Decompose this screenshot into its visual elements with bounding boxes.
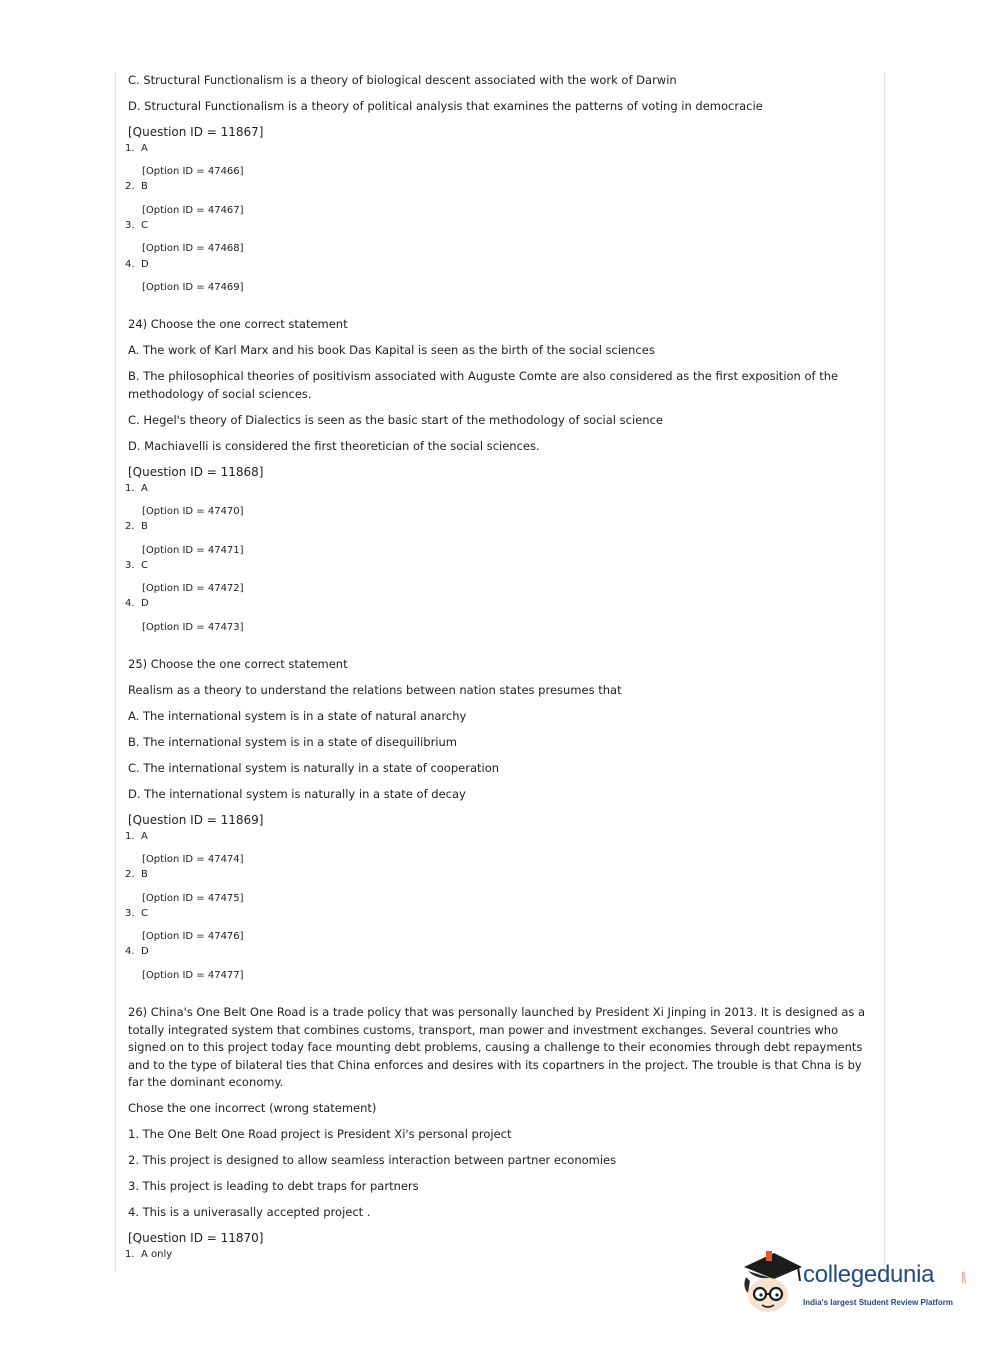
answer-option[interactable]: 4. D <box>125 598 149 609</box>
option-id: [Option ID = 47477] <box>142 970 244 981</box>
option-id: [Option ID = 47470] <box>142 506 244 517</box>
answer-option[interactable]: 1. A <box>125 143 148 154</box>
statement: A. The work of Karl Marx and his book Das Kapital is seen as the birth of the social sciences <box>128 343 655 357</box>
answer-option[interactable]: 4. D <box>125 259 149 270</box>
answer-option[interactable]: 3. C <box>125 220 148 231</box>
option-id: [Option ID = 47471] <box>142 545 244 556</box>
mascot-icon <box>740 1247 804 1317</box>
statement: 2. This project is designed to allow seamless interaction between partner economies <box>128 1153 617 1167</box>
answer-option[interactable]: 2. B <box>125 869 148 880</box>
statement: D. The international system is naturally in a state of decay <box>128 787 466 801</box>
answer-option[interactable]: 3. C <box>125 908 148 919</box>
statement: C. Hegel's theory of Dialectics is seen as the basic start of the methodology of social science <box>128 413 663 427</box>
answer-option[interactable]: 1. A only <box>125 1249 173 1260</box>
statement: C. Structural Functionalism is a theory of biological descent associated with the work of Darwin <box>128 73 677 87</box>
option-id: [Option ID = 47467] <box>142 205 244 216</box>
answer-option[interactable]: 1. A <box>125 831 148 842</box>
question-intro: Realism as a theory to understand the relations between nation states presumes that <box>128 683 622 697</box>
answer-option[interactable]: 2. B <box>125 181 148 192</box>
answer-option[interactable]: 4. D <box>125 946 149 957</box>
statement: 4. This is a univerasally accepted project . <box>128 1205 371 1219</box>
collegedunia-logo[interactable] <box>740 1247 970 1317</box>
answer-option[interactable]: 3. C <box>125 560 148 571</box>
question-heading: 25) Choose the one correct statement <box>128 657 348 671</box>
statement: B. The international system is in a state of disequilibrium <box>128 735 457 749</box>
statement: 3. This project is leading to debt traps for partners <box>128 1179 419 1193</box>
question-heading: 24) Choose the one correct statement <box>128 317 348 331</box>
question-id: [Question ID = 11870] <box>128 1231 264 1245</box>
statement: C. The international system is naturally in a state of cooperation <box>128 761 500 775</box>
logo-tagline: India's largest Student Review Platform <box>803 1298 953 1307</box>
option-id: [Option ID = 47466] <box>142 166 244 177</box>
option-id: [Option ID = 47475] <box>142 893 244 904</box>
answer-option[interactable]: 1. A <box>125 483 148 494</box>
option-id: [Option ID = 47476] <box>142 931 244 942</box>
question-id: [Question ID = 11869] <box>128 813 264 827</box>
option-id: [Option ID = 47468] <box>142 243 244 254</box>
logo-domain: .com <box>961 1271 968 1285</box>
logo-wordmark: collegedunia <box>803 1261 935 1288</box>
option-id: [Option ID = 47474] <box>142 854 244 865</box>
statement: 1. The One Belt One Road project is President Xi's personal project <box>128 1127 512 1141</box>
answer-option[interactable]: 2. B <box>125 521 148 532</box>
statement: D. Machiavelli is considered the first theoretician of the social sciences. <box>128 439 540 453</box>
question-instruction: Chose the one incorrect (wrong statement) <box>128 1101 377 1115</box>
page-border-left <box>115 72 116 1272</box>
question-id: [Question ID = 11867] <box>128 125 264 139</box>
page-border-right <box>884 72 885 1272</box>
question-id: [Question ID = 11868] <box>128 465 264 479</box>
statement: B. The philosophical theories of positivism associated with Auguste Comte are also considered as the first exposition of the methodology of social sciences. <box>128 369 839 401</box>
option-id: [Option ID = 47473] <box>142 622 244 633</box>
statement: D. Structural Functionalism is a theory of political analysis that examines the patterns of voting in democracie <box>128 99 763 113</box>
option-id: [Option ID = 47469] <box>142 282 244 293</box>
question-paragraph: 26) China's One Belt One Road is a trade policy that was personally launched by President Xi Jinping in 2013. It is designed as a totally integrated system that combines customs, transport, man power and investment exchanges. Several countries who signed on to this project today face mounting debt problems, causing a challenge to their economies through debt repayments and to the type of bilateral ties that China enforces and desires with its copartners in the project. The trouble is that Chna is by far the dominant economy. <box>128 1005 866 1089</box>
option-id: [Option ID = 47472] <box>142 583 244 594</box>
statement: A. The international system is in a state of natural anarchy <box>128 709 467 723</box>
